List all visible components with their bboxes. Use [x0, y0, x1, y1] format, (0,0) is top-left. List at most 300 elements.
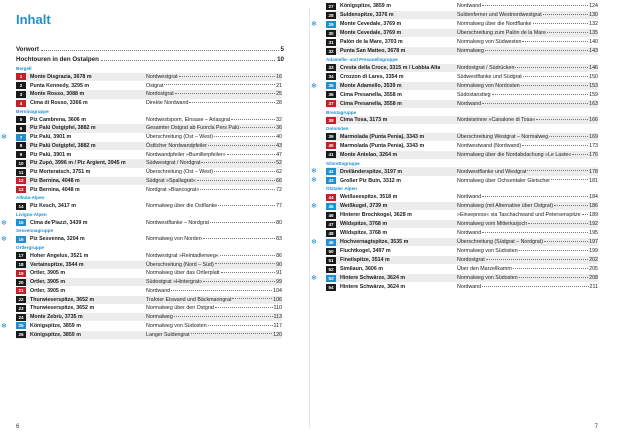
tour-route	[457, 74, 598, 80]
tour-route-text: Nordgrat »Biancograt«	[146, 186, 200, 193]
tour-number-badge: 19	[16, 270, 26, 277]
toc-entry[interactable]	[16, 261, 282, 269]
tour-page-number: 124	[589, 3, 598, 10]
tour-route-text: Südwestgrat / Nordgrat	[146, 160, 201, 167]
toc-entry[interactable]	[326, 116, 598, 124]
toc-entry[interactable]	[16, 252, 282, 260]
tour-route	[457, 257, 598, 263]
tour-route	[457, 143, 598, 149]
toc-entry[interactable]	[16, 235, 282, 243]
tour-page-number: 83	[276, 236, 282, 243]
snowflake-icon: ❄	[311, 21, 317, 28]
tour-route	[146, 288, 282, 294]
tour-route	[457, 203, 598, 209]
tour-route	[457, 212, 598, 218]
tour-route	[457, 194, 598, 200]
tour-page-number: 28	[276, 100, 282, 107]
tour-page-number: 135	[589, 30, 598, 37]
tour-number-badge: 25	[16, 322, 26, 329]
tour-summit-name: Hoher Angelus, 3521 m	[30, 252, 89, 259]
tour-summit-name: Cima de'Piazzi, 3439 m	[30, 219, 88, 226]
tour-number-badge: 28	[326, 12, 336, 19]
tour-route	[146, 203, 282, 209]
tour-route-text: Normalweg über den Ostgrat	[146, 305, 215, 312]
tour-number-badge: 40	[326, 142, 336, 149]
tour-number-badge: 52	[326, 266, 336, 273]
toc-entry[interactable]	[16, 151, 282, 159]
tour-number-badge: 15	[16, 219, 26, 226]
tour-page-number: 47	[276, 151, 282, 158]
tour-summit-name: Fineilspitze, 3514 m	[340, 257, 390, 264]
tour-summit-name: Cima Presanella, 3558 m	[340, 91, 402, 98]
tour-number-badge: 35	[326, 82, 336, 89]
tour-page-number: 184	[589, 194, 598, 201]
tour-route-text: Normalweg	[146, 314, 173, 321]
toc-entry[interactable]	[326, 47, 598, 55]
tour-route-text: Nordwand	[457, 230, 482, 237]
toc-entry[interactable]	[326, 38, 598, 46]
toc-entry[interactable]	[16, 186, 282, 194]
tour-number-badge: 8	[16, 142, 26, 149]
tour-summit-name: Thurwieserspitze, 3652 m	[30, 305, 95, 312]
tour-route-text: Nordwestsporn, Einsase – Arlasgrat	[146, 116, 231, 123]
tour-page-number: 90	[276, 261, 282, 268]
tour-route-text: Normalweg	[457, 48, 484, 55]
tour-page-number: 72	[276, 186, 282, 193]
tour-route-text: Nordwand	[146, 287, 171, 294]
toc-group-heading: Dolomiten	[326, 126, 349, 132]
tour-page-number: 176	[589, 151, 598, 158]
tour-route	[146, 297, 282, 303]
tour-number-badge: 36	[326, 91, 336, 98]
tour-route-text: Langer Suldengrat	[146, 331, 190, 338]
tour-summit-name: Cima Tosa, 3173 m	[340, 117, 388, 124]
toc-entry[interactable]	[16, 73, 282, 81]
tour-summit-name: Monte Cevedale, 3769 m	[340, 21, 402, 28]
tour-number-badge: 14	[16, 203, 26, 210]
tour-page-number: 211	[589, 284, 598, 291]
tour-route-text: Nordwand	[457, 284, 482, 291]
tour-summit-name: Königspitze, 3859 m	[30, 331, 81, 338]
toc-front-entry[interactable]: Hochtouren in den Ostalpen 10	[16, 56, 284, 63]
tour-page-number: 159	[589, 91, 598, 98]
tour-summit-name: Ortler, 3905 m	[30, 287, 66, 294]
tour-summit-name: Palòn de la Mare, 3703 m	[340, 39, 403, 46]
tour-route	[457, 101, 598, 107]
tour-route-text: Normalweg (mit Alternative über Ostgrat)	[457, 203, 553, 210]
tour-route	[146, 91, 282, 97]
tour-page-number: 178	[589, 168, 598, 175]
tour-summit-name: Dreiländerspitze, 3197 m	[340, 168, 403, 175]
tour-route	[457, 275, 598, 281]
toc-entry[interactable]	[326, 211, 598, 219]
tour-summit-name: Königspitze, 3859 m	[30, 322, 81, 329]
tour-number-badge: 49	[326, 239, 336, 246]
tour-page-number: 36	[276, 125, 282, 132]
tour-number-badge: 13	[16, 186, 26, 193]
toc-entry[interactable]	[326, 73, 598, 81]
tour-route-text: Nordwand	[457, 194, 482, 201]
tour-number-badge: 44	[326, 194, 336, 201]
toc-group-heading: Livigno-Alpen	[16, 211, 47, 217]
tour-route-text: Überschreitung zum Palòn de la Mare	[457, 30, 546, 37]
tour-page-number: 32	[276, 116, 282, 123]
tour-route	[146, 125, 282, 131]
tour-number-badge: 34	[326, 73, 336, 80]
toc-entry[interactable]	[326, 2, 598, 10]
tour-route-text: Überschreitung Westgrat – Normalweg	[457, 133, 549, 140]
tour-summit-name: Crozzon di Lares, 3354 m	[340, 73, 404, 80]
tour-page-number: 110	[273, 305, 282, 312]
tour-summit-name: Ortler, 3905 m	[30, 270, 66, 277]
tour-route	[146, 236, 282, 242]
tour-summit-name: Monte Rosso, 3088 m	[30, 91, 85, 98]
toc-entry[interactable]	[16, 304, 282, 312]
tour-summit-name: Monte Zebrù, 3735 m	[30, 314, 83, 321]
toc-entry[interactable]	[326, 247, 598, 255]
snowflake-icon: ❄	[311, 168, 317, 176]
tour-summit-name: Hinterer Brochkogel, 3628 m	[340, 212, 412, 219]
tour-number-badge: 18	[16, 261, 26, 268]
tour-page-number: 106	[273, 296, 282, 303]
tour-number-badge: 1	[16, 73, 26, 80]
tour-summit-name: Vertainspitze, 3544 m	[30, 261, 84, 268]
snowflake-icon: ❄	[311, 275, 317, 282]
tour-route	[146, 220, 282, 226]
tour-summit-name: Fluchtkogel, 3497 m	[340, 248, 391, 255]
tour-route	[457, 248, 598, 254]
tour-route-text: Nordwand	[457, 100, 482, 107]
toc-entry[interactable]	[16, 331, 282, 339]
toc-entry[interactable]	[16, 177, 282, 185]
tour-route-text: Überschreitung (Ost – West)	[146, 134, 214, 141]
tour-page-number: 143	[589, 48, 598, 55]
tour-route-text: Trafoier Eiswand und Bäckmanngrat	[146, 296, 232, 303]
tour-route-text: Normalweg von Südosten	[457, 248, 518, 255]
toc-entry[interactable]	[326, 238, 598, 246]
tour-route-text: Gesamter Ostgrat ab Fuorcla Pers Palü	[146, 125, 240, 132]
tour-page-number: 117	[273, 322, 282, 329]
tour-number-badge: 22	[16, 296, 26, 303]
tour-summit-name: Marmolada (Punta Penia), 3343 m	[340, 142, 425, 149]
tour-summit-name: Thurwieserspitze, 3652 m	[30, 296, 95, 303]
tour-page-number: 25	[276, 91, 282, 98]
toc-entry[interactable]	[16, 159, 282, 167]
tour-page-number: 153	[589, 82, 598, 89]
tour-route-text: Überschreitung (Südgrat – Nordgrat)	[457, 239, 543, 246]
toc-entry[interactable]	[326, 100, 598, 108]
toc-entry[interactable]	[326, 142, 598, 150]
toc-entry[interactable]	[16, 313, 282, 321]
tour-page-number: 202	[589, 257, 598, 264]
tour-page-number: 21	[276, 82, 282, 89]
tour-page-number: 205	[589, 266, 598, 273]
tour-number-badge: 47	[326, 221, 336, 228]
tour-page-number: 120	[273, 331, 282, 338]
toc-entry[interactable]	[16, 219, 282, 227]
tour-page-number: 62	[276, 169, 282, 176]
tour-route	[146, 279, 282, 285]
tour-summit-name: Piz Kesch, 3417 m	[30, 203, 76, 210]
tour-route	[457, 221, 598, 227]
tour-number-badge: 9	[16, 151, 26, 158]
snowflake-icon: ❄	[311, 203, 317, 210]
toc-entry[interactable]	[16, 82, 282, 90]
toc-entry[interactable]	[16, 168, 282, 176]
tour-page-number: 99	[276, 279, 282, 286]
toc-front-entry[interactable]: Vorwort 5	[16, 46, 284, 53]
tour-number-badge: 31	[326, 39, 336, 46]
tour-summit-name: Similaun, 3606 m	[340, 266, 383, 273]
tour-route-text: Südwestflanke und Südgrat	[457, 73, 522, 80]
toc-entry[interactable]	[16, 90, 282, 98]
toc-entry[interactable]	[16, 202, 282, 210]
tour-page-number: 132	[589, 21, 598, 28]
tour-route	[457, 30, 598, 36]
toc-group-heading: Albula-Alpen	[16, 195, 45, 201]
tour-number-badge: 17	[16, 252, 26, 259]
tour-route	[146, 187, 282, 193]
toc-entry[interactable]	[326, 283, 598, 291]
tour-number-badge: 3	[16, 91, 26, 98]
tour-number-badge: 29	[326, 21, 336, 28]
tour-route-text: Nordostgrat	[146, 91, 174, 98]
tour-summit-name: Hintere Schwärze, 3624 m	[340, 275, 406, 282]
tour-route-text: Östlicher Nordwandpfeiler	[146, 142, 207, 149]
tour-page-number: 163	[589, 100, 598, 107]
tour-page-number: 169	[589, 133, 598, 140]
tour-route	[457, 21, 598, 27]
toc-entry[interactable]	[326, 167, 598, 175]
tour-route	[457, 39, 598, 45]
tour-page-number: 166	[589, 117, 598, 124]
tour-page-number: 189	[589, 212, 598, 219]
tour-summit-name: Piz Palü Ostgipfel, 3882 m	[30, 125, 96, 132]
snowflake-icon: ❄	[1, 219, 7, 227]
tour-number-badge: 51	[326, 257, 336, 264]
tour-summit-name: Piz Cambrena, 3606 m	[30, 116, 86, 123]
tour-number-badge: 12	[16, 177, 26, 184]
toc-entry[interactable]	[326, 256, 598, 264]
toc-entry[interactable]	[326, 91, 598, 99]
tour-number-badge: 21	[16, 287, 26, 294]
tour-number-badge: 10	[16, 160, 26, 167]
tour-number-badge: 37	[326, 100, 336, 107]
tour-route-text: Nordwestgrat	[146, 73, 178, 80]
tour-number-badge: 26	[16, 331, 26, 338]
toc-title: Inhalt	[16, 12, 51, 27]
tour-route	[457, 3, 598, 9]
tour-number-badge: 32	[326, 48, 336, 55]
tour-route-text: Normalweg von Nordosten	[457, 82, 520, 89]
tour-summit-name: Monte Adamello, 3539 m	[340, 82, 402, 89]
tour-summit-name: Suldenspitze, 3376 m	[340, 12, 394, 19]
tour-route	[146, 323, 282, 329]
tour-number-badge: 27	[326, 3, 336, 10]
tour-route-text: Suldenferner und Westnordwestgrat	[457, 12, 542, 19]
tour-summit-name: Monte Disgrazia, 3678 m	[30, 73, 92, 80]
toc-entry[interactable]	[326, 220, 598, 228]
tour-route-text: Nordwestgrat »Reintadlerweg«	[146, 252, 219, 259]
tour-route-text: »Einsepress« via Taschachwand und Petersenspitze	[457, 212, 581, 219]
toc-entry[interactable]	[16, 278, 282, 286]
tour-summit-name: Weißkugel, 3739 m	[340, 203, 388, 210]
tour-summit-name: Cima di Rosso, 3366 m	[30, 100, 88, 107]
tour-number-badge: 6	[16, 125, 26, 132]
toc-entry[interactable]	[16, 269, 282, 277]
tour-route-text: Nordwandpfeiler »Bumillerpfeiler«	[146, 151, 226, 158]
tour-page-number: 52	[276, 160, 282, 167]
tour-route-text: Normalweg über die Nordabdachung »Le Laste«	[457, 151, 572, 158]
tour-summit-name: Hintere Schwärze, 3624 m	[340, 284, 406, 291]
tour-route-text: Normalweg von Südosten	[146, 322, 207, 329]
tour-summit-name: Piz Palü Ostgipfel, 3882 m	[30, 142, 96, 149]
snowflake-icon: ❄	[311, 82, 317, 90]
toc-entry[interactable]	[16, 296, 282, 304]
toc-entry[interactable]	[326, 202, 598, 210]
toc-entry[interactable]	[326, 176, 598, 184]
tour-summit-name: Monte Cevedale, 3769 m	[340, 30, 402, 37]
toc-group-heading: Bergell	[16, 66, 32, 71]
tour-route-text: Nordeisrinne »Canalone di Tosa«	[457, 117, 536, 124]
tour-page-number: 186	[589, 203, 598, 210]
toc-group-heading: Brentagruppe	[326, 109, 357, 115]
toc-entry[interactable]	[326, 29, 598, 37]
page-number-left: 6	[16, 424, 20, 430]
tour-route-text: Südostgrat »Hintergrat«	[146, 279, 203, 286]
tour-summit-name: Punta Kennedy, 3295 m	[30, 82, 90, 89]
toc-entry[interactable]	[326, 151, 598, 159]
tour-route-text: Nordostgrat / Südrücken	[457, 64, 515, 71]
tour-route	[146, 305, 282, 311]
tour-route	[457, 169, 598, 175]
toc-group-heading: Berninagruppe	[16, 108, 49, 114]
tour-summit-name: Piz Morteratsch, 3751 m	[30, 169, 91, 176]
tour-route	[146, 74, 282, 80]
toc-entry[interactable]	[16, 99, 282, 107]
tour-route	[457, 230, 598, 236]
toc-group-heading: Ortlergruppe	[16, 245, 45, 250]
tour-number-badge: 39	[326, 133, 336, 140]
tour-page-number: 208	[589, 275, 598, 282]
tour-route	[457, 239, 598, 245]
tour-route-text: Nordwestwand (Nordwand)	[457, 142, 522, 149]
tour-page-number: 192	[589, 221, 598, 228]
tour-summit-name: Monte Antelao, 3264 m	[340, 151, 398, 158]
snowflake-icon: ❄	[1, 236, 7, 244]
tour-route-text: Überschreitung (Nord – Süd)	[146, 261, 214, 268]
tour-route	[457, 266, 598, 272]
tour-route	[457, 92, 598, 98]
tour-route	[457, 65, 598, 71]
tour-number-badge: 23	[16, 305, 26, 312]
tour-page-number: 146	[589, 64, 598, 71]
tour-route	[146, 270, 282, 276]
tour-number-badge: 42	[326, 168, 336, 175]
toc-entry[interactable]	[16, 322, 282, 330]
tour-page-number: 130	[589, 12, 598, 19]
tour-page-number: 77	[276, 203, 282, 210]
toc-group-heading: Adamello- und Presanellagruppe	[326, 57, 398, 62]
tour-summit-name: Hochvernagtspitze, 3535 m	[340, 239, 409, 246]
tour-route-text: Normalweg von Norden	[146, 236, 202, 243]
toc-entry[interactable]	[326, 20, 598, 28]
toc-entry[interactable]	[16, 142, 282, 150]
tour-route	[146, 134, 282, 140]
toc-entry[interactable]	[326, 265, 598, 273]
tour-summit-name: Weißseespitze, 3518 m	[340, 194, 398, 201]
tour-number-badge: 41	[326, 151, 336, 158]
tour-route	[146, 253, 282, 259]
toc-entry[interactable]	[326, 274, 598, 282]
tour-number-badge: 45	[326, 203, 336, 210]
tour-route-text: Nordostgrat	[457, 257, 485, 264]
tour-number-badge: 38	[326, 117, 336, 124]
toc-entry[interactable]	[16, 133, 282, 141]
toc-entry[interactable]	[326, 82, 598, 90]
tour-route	[146, 332, 282, 338]
right-page	[310, 0, 620, 438]
tour-route	[146, 117, 282, 123]
tour-number-badge: 7	[16, 134, 26, 141]
toc-group-heading: Silvrettagruppe	[326, 160, 360, 166]
snowflake-icon: ❄	[1, 134, 7, 142]
tour-page-number: 16	[276, 73, 282, 80]
tour-page-number: 181	[589, 177, 598, 184]
toc-entry[interactable]	[16, 116, 282, 124]
tour-number-badge: 50	[326, 248, 336, 255]
tour-route-text: Südostanstieg	[457, 91, 491, 98]
tour-route	[146, 160, 282, 166]
toc-group-heading: Sesvennagruppe	[16, 228, 54, 234]
tour-page-number: 80	[276, 219, 282, 226]
tour-page-number: 86	[276, 252, 282, 259]
tour-page-number: 43	[276, 142, 282, 149]
tour-number-badge: 5	[16, 116, 26, 123]
toc-entry[interactable]	[326, 133, 598, 141]
tour-route-text: Normalweg von Südwesten	[457, 39, 522, 46]
tour-number-badge: 30	[326, 30, 336, 37]
tour-number-badge: 54	[326, 284, 336, 291]
tour-route	[146, 83, 282, 89]
tour-route-text: Über den Marzellkamm	[457, 266, 512, 273]
tour-route-text: Normalweg über das Ortlerplatt	[146, 270, 220, 277]
tour-route-text: Normalweg von Südosten	[457, 275, 518, 282]
tour-route	[457, 117, 598, 123]
tour-page-number: 40	[276, 134, 282, 141]
tour-route	[146, 143, 282, 149]
tour-route	[457, 83, 598, 89]
tour-summit-name: Piz Palü, 3901 m	[30, 134, 72, 141]
toc-entry[interactable]	[326, 229, 598, 237]
toc-entry[interactable]	[326, 193, 598, 201]
tour-number-badge: 43	[326, 177, 336, 184]
tour-number-badge: 4	[16, 100, 26, 107]
tour-number-badge: 53	[326, 275, 336, 282]
toc-entry[interactable]	[326, 64, 598, 72]
snowflake-icon: ❄	[311, 177, 317, 185]
tour-route	[146, 100, 282, 106]
tour-route	[457, 152, 598, 158]
toc-entry[interactable]	[16, 124, 282, 132]
tour-route-text: Nordwand	[457, 3, 482, 10]
toc-entry[interactable]	[326, 11, 598, 19]
tour-route-text: Ostgrat	[146, 82, 164, 89]
tour-page-number: 150	[589, 73, 598, 80]
toc-entry[interactable]	[16, 287, 282, 295]
tour-page-number: 197	[589, 239, 598, 246]
tour-page-number: 173	[589, 142, 598, 149]
